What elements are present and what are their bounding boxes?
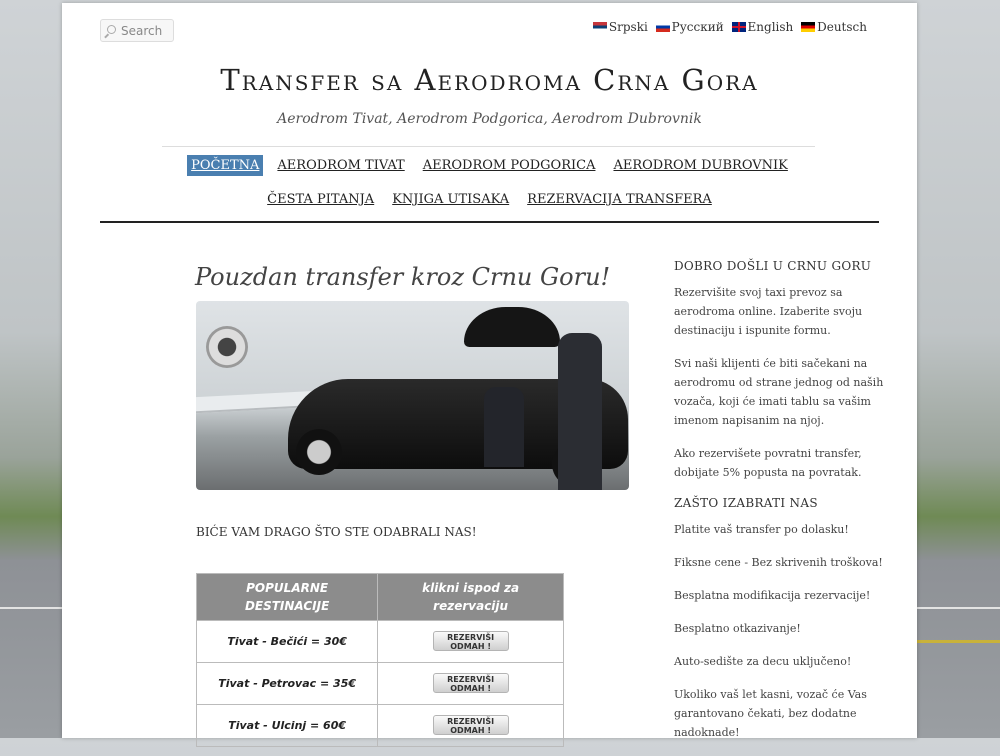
reserve-cell xyxy=(378,663,564,705)
sidebar xyxy=(674,259,884,756)
russia-flag-icon xyxy=(656,22,670,32)
search-icon xyxy=(107,25,116,34)
runway-marking xyxy=(917,640,1000,643)
nav-item-knjiga-utisaka[interactable]: KNJIGA UTISAKA xyxy=(392,192,510,207)
route-cell: Tivat - Petrovac = 35€ xyxy=(197,663,378,705)
why-list xyxy=(674,520,884,742)
table-row xyxy=(197,663,564,705)
uk-flag-icon xyxy=(732,22,746,32)
hero-image xyxy=(196,301,629,490)
route-cell: Tivat - Ulcinj = 60€ xyxy=(197,705,378,747)
passenger-figure xyxy=(484,387,524,467)
why-item: Fiksne cene - Bez skrivenih troškova! xyxy=(674,556,883,569)
post-title: Pouzdan transfer kroz Crnu Goru! xyxy=(195,263,611,291)
car-wheel xyxy=(296,429,342,475)
why-item: Besplatna modifikacija rezervacije! xyxy=(674,589,871,602)
lang-deutsch[interactable]: Deutsch xyxy=(801,20,867,34)
runway-marking xyxy=(0,607,62,609)
welcome-paragraph: Ako rezervišete povratni transfer, dobijate 5% popusta na povratak. xyxy=(674,447,862,479)
table-row xyxy=(197,705,564,747)
table-header: klikni ispod za rezervaciju xyxy=(378,574,564,621)
site-title[interactable]: Transfer sa Aerodroma Crna Gora xyxy=(220,63,759,97)
why-item: Platite vaš transfer po dolasku! xyxy=(674,523,849,536)
umbrella xyxy=(464,307,560,347)
welcome-paragraph: Svi naši klijenti će biti sačekani na aerodromu od strane jednog od naših vozača, koji će imati tablu sa vašim imenom napisanim na njoj. xyxy=(674,357,884,427)
intro-text: BIĆE VAM DRAGO ŠTO STE ODABRALI NAS! xyxy=(196,525,477,539)
nav-item-aerodrom-dubrovnik[interactable]: AERODROM DUBROVNIK xyxy=(613,158,788,173)
table-header: POPULARNE DESTINACIJE xyxy=(197,574,378,621)
route-cell: Tivat - Bečići = 30€ xyxy=(197,621,378,663)
table-row xyxy=(197,621,564,663)
why-item: Auto-sedište za decu uključeno! xyxy=(674,655,852,668)
language-switcher xyxy=(589,20,867,35)
search-input[interactable] xyxy=(100,19,174,42)
germany-flag-icon xyxy=(801,22,815,32)
destinations-table xyxy=(196,573,564,747)
main-nav-row-1 xyxy=(62,155,917,176)
main-nav-row-2 xyxy=(62,189,917,210)
runway-marking xyxy=(917,607,1000,609)
serbia-flag-icon xyxy=(593,22,607,32)
welcome-paragraph: Rezervišite svoj taxi prevoz sa aerodroma online. Izaberite svoju destinaciju i ispunite formu. xyxy=(674,286,863,337)
reserve-button[interactable]: REZERVIŠI ODMAH ! xyxy=(433,673,509,693)
header-divider xyxy=(100,221,879,223)
lang-russian[interactable]: Русский xyxy=(656,20,724,34)
reserve-button[interactable]: REZERVIŠI ODMAH ! xyxy=(433,631,509,651)
widget-title-welcome: DOBRO DOŠLI U CRNU GORU xyxy=(674,259,872,273)
nav-item-aerodrom-tivat[interactable]: AERODROM TIVAT xyxy=(277,158,405,173)
reserve-button[interactable]: REZERVIŠI ODMAH ! xyxy=(433,715,509,735)
divider xyxy=(162,146,815,147)
reserve-cell xyxy=(378,621,564,663)
reserve-cell xyxy=(378,705,564,747)
page-container xyxy=(62,3,917,738)
lang-english[interactable]: English xyxy=(732,20,794,34)
chauffeur-figure xyxy=(558,333,602,490)
nav-item-aerodrom-podgorica[interactable]: AERODROM PODGORICA xyxy=(422,158,596,173)
why-item: Besplatno otkazivanje! xyxy=(674,622,801,635)
lang-srpski[interactable]: Srpski xyxy=(593,20,648,34)
plane-engine xyxy=(206,326,248,368)
table-header-row xyxy=(197,574,564,621)
site-description: Aerodrom Tivat, Aerodrom Podgorica, Aerodrom Dubrovnik xyxy=(277,111,702,127)
nav-item-cesta-pitanja[interactable]: ČESTA PITANJA xyxy=(267,192,375,207)
why-item: Ukoliko vaš let kasni, vozač će Vas garantovano čekati, bez dodatne nadoknade! xyxy=(674,688,867,739)
nav-item-rezervacija-transfera[interactable]: REZERVACIJA TRANSFERA xyxy=(527,192,712,207)
nav-item-pocetna[interactable]: POČETNA xyxy=(187,155,263,176)
widget-title-why: ZAŠTO IZABRATI NAS xyxy=(674,496,818,510)
search-placeholder: Search xyxy=(121,24,163,38)
